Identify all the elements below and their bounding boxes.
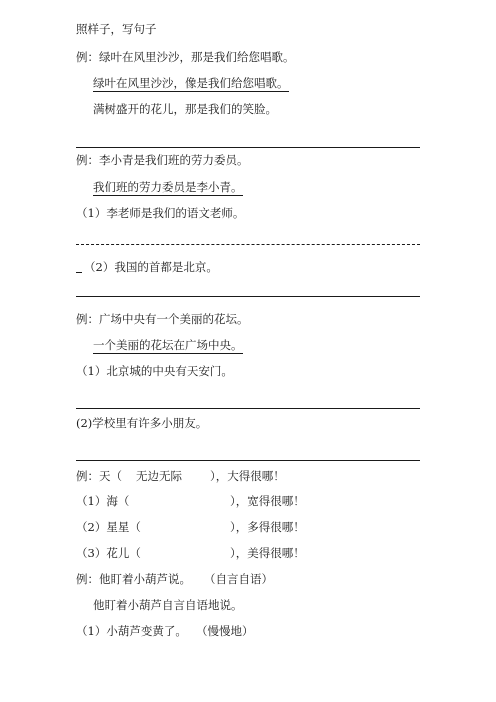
example-5-answer: 他盯着小葫芦自言自语地说。 bbox=[93, 598, 243, 612]
example-5-hint: （自言自语） bbox=[204, 572, 273, 586]
example-1: 例：绿叶在风里沙沙，那是我们给您唱歌。 bbox=[76, 50, 295, 64]
answer-line-3-1[interactable] bbox=[76, 408, 420, 409]
example-1-answer: 绿叶在风里沙沙，像是我们给您唱歌。 bbox=[93, 76, 289, 90]
answer-line-2-1-end bbox=[76, 272, 82, 273]
example-4-open: 例：天（ bbox=[76, 469, 122, 483]
answer-line-2-2[interactable] bbox=[76, 296, 420, 297]
question-2-1: （1）李老师是我们的语文老师。 bbox=[76, 206, 245, 220]
question-4-1-close: ），宽得很哪！ bbox=[230, 494, 305, 508]
answer-line-3-2[interactable] bbox=[76, 460, 420, 461]
answer-line-2-1[interactable] bbox=[76, 244, 420, 245]
example-2: 例：李小青是我们班的劳力委员。 bbox=[76, 153, 249, 167]
question-2-2: （2）我国的首都是北京。 bbox=[84, 260, 218, 274]
example-2-answer: 我们班的劳力委员是李小青。 bbox=[93, 180, 243, 194]
example-3: 例：广场中央有一个美丽的花坛。 bbox=[76, 312, 249, 326]
question-3-1: （1）北京城的中央有天安门。 bbox=[76, 364, 233, 378]
answer-line-1[interactable] bbox=[76, 147, 420, 148]
question-5-1: （1）小葫芦变黄了。 bbox=[76, 624, 187, 638]
example-5: 例：他盯着小葫芦说。 bbox=[76, 572, 191, 586]
question-5-1-hint: （慢慢地） bbox=[196, 624, 254, 638]
question-4-2-close: ），多得很哪！ bbox=[230, 520, 305, 534]
question-3-2: (2)学校里有许多小朋友。 bbox=[76, 416, 208, 430]
task-1: 满树盛开的花儿，那是我们的笑脸。 bbox=[93, 102, 277, 116]
question-4-3-open: （3）花儿（ bbox=[76, 546, 141, 560]
page-title: 照样子，写句子 bbox=[76, 22, 157, 36]
example-4-close: ），大得很哪！ bbox=[210, 469, 285, 483]
example-4-fill: 无边无际 bbox=[136, 469, 182, 483]
question-4-2-open: （2）星星（ bbox=[76, 520, 141, 534]
question-4-3-close: ），美得很哪！ bbox=[230, 546, 305, 560]
example-3-answer: 一个美丽的花坛在广场中央。 bbox=[93, 338, 243, 352]
question-4-1-open: （1）海（ bbox=[76, 494, 130, 508]
